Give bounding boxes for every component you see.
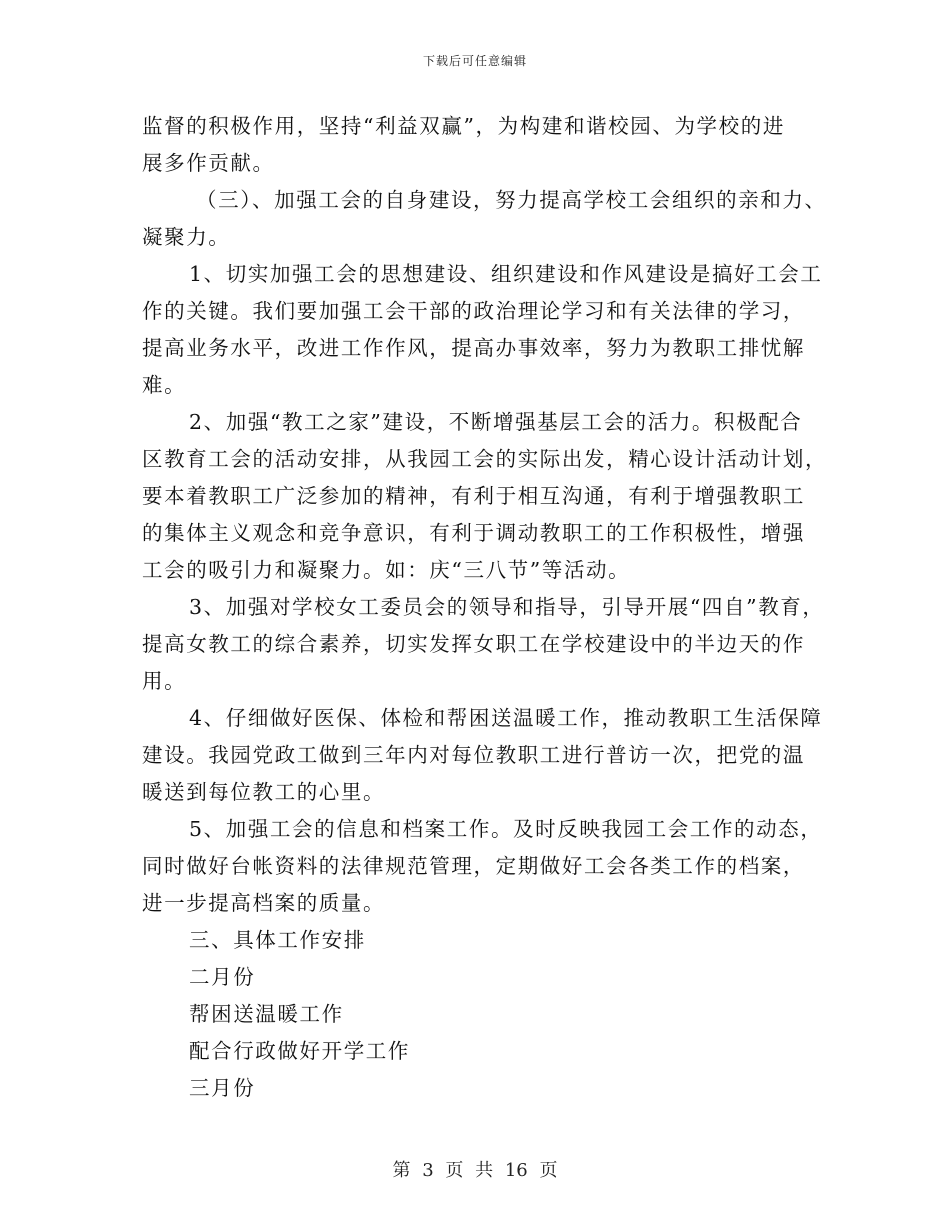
list-item-start: 2、加强“教工之家”建设，不断增强基层工会的活力。积极配合 (189, 410, 803, 434)
section-heading: 三、具体工作安排 (189, 928, 366, 952)
body-line: 同时做好台帐资料的法律规范管理，定期做好工会各类工作的档案， (142, 854, 805, 878)
body-line: 进一步提高档案的质量。 (142, 891, 386, 915)
task-item: 配合行政做好开学工作 (189, 1039, 410, 1063)
body-line: 监督的积极作用，坚持“利益双赢”，为构建和谐校园、为学校的进 (142, 114, 785, 138)
body-line: 难。 (142, 373, 187, 397)
page-number: 第 3 页 共 16 页 (392, 1160, 558, 1181)
body-line: 展多作贡献。 (142, 151, 275, 175)
list-item-start: 4、仔细做好医保、体检和帮困送温暖工作，推动教职工生活保障 (189, 706, 823, 730)
body-line: 要本着教职工广泛参加的精神，有利于相互沟通，有利于增强教职工 (142, 484, 805, 508)
month-heading: 三月份 (189, 1076, 256, 1100)
body-line: 提高业务水平，改进工作作风，提高办事效率，努力为教职工排忧解 (142, 336, 805, 360)
page-header: 下载后可任意编辑 (422, 54, 527, 68)
body-line: 凝聚力。 (142, 225, 231, 249)
task-item: 帮困送温暖工作 (189, 1002, 344, 1026)
body-line: 的集体主义观念和竞争意识，有利于调动教职工的工作积极性，增强 (142, 521, 805, 545)
body-line: 用。 (142, 669, 187, 693)
month-heading: 二月份 (189, 965, 256, 989)
body-line: 暖送到每位教工的心里。 (142, 780, 386, 804)
document-body (142, 108, 842, 1107)
list-item-start: 1、切实加强工会的思想建设、组织建设和作风建设是搞好工会工 (189, 262, 823, 286)
list-item-start: 5、加强工会的信息和档案工作。及时反映我园工会工作的动态， (189, 817, 823, 841)
body-line: 区教育工会的活动安排，从我园工会的实际出发，精心设计活动计划， (142, 447, 828, 471)
body-line: 提高女教工的综合素养，切实发挥女职工在学校建设中的半边天的作 (142, 632, 805, 656)
list-item-start: 3、加强对学校女工委员会的领导和指导，引导开展“四自”教育， (189, 595, 825, 619)
body-line: 工会的吸引力和凝聚力。如：庆“三八节”等活动。 (142, 558, 631, 582)
section-heading: （三）、加强工会的自身建设，努力提高学校工会组织的亲和力、 (196, 188, 827, 212)
body-line: 建设。我园党政工做到三年内对每位教职工进行普访一次，把党的温 (142, 743, 805, 767)
body-line: 作的关键。我们要加强工会干部的政治理论学习和有关法律的学习， (142, 299, 805, 323)
